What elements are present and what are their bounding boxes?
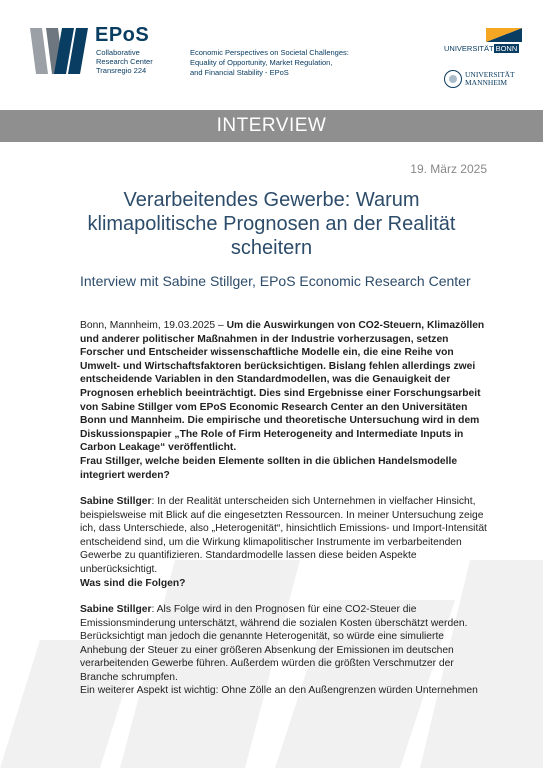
question-1: Frau Stillger, welche beiden Elemente sollten in die üblichen Handelsmodelle integriert werden?	[80, 456, 458, 481]
publication-date: 19. März 2025	[410, 162, 487, 176]
uni-mannheim-logo	[444, 70, 524, 90]
headline: Verarbeitendes Gewerbe: Warum klimapolitische Prognosen an der Realität scheitern	[87, 189, 456, 259]
uni-bonn-name: BONN	[495, 44, 518, 53]
speaker-name: Sabine Stillger	[80, 604, 152, 615]
uni-mannheim-wordmark	[465, 71, 515, 87]
uni-bonn-prefix: UNIVERSITÄT	[444, 44, 494, 53]
header-tagline	[190, 48, 349, 78]
logo-title: EPoS	[95, 24, 150, 46]
interview-banner	[0, 110, 543, 142]
answer-text: : Als Folge wird in den Prognosen für eine CO2-Steuer die Emissionsminderung unterschätzt, während die sozialen Kosten überschätzt werden. Berücksichtigt man jedoch die genannte Heterogenität, so würde eine simulierte Anhebung der Steuer zu einer größeren Absenkung der Emissionen im deutschen verarbeitenden Gewerbe führen. Außerdem würden die größten Verschmutzer der Branche schrumpfen.	[80, 604, 468, 683]
logo-sub-line: Research Center	[96, 57, 153, 66]
logo-sub-line: Collaborative	[96, 48, 140, 57]
tagline-line: and Financial Stability - EPoS	[190, 68, 289, 77]
document-header	[0, 0, 543, 108]
speaker-name: Sabine Stillger	[80, 496, 152, 507]
bonn-mark-icon	[486, 28, 522, 42]
subheadline: Interview mit Sabine Stillger, EPoS Economic Research Center	[80, 273, 471, 289]
intro-paragraph	[80, 319, 488, 455]
uni-bonn-logo	[444, 28, 522, 56]
intro-lead: Bonn, Mannheim, 19.03.2025 –	[80, 320, 227, 331]
mannheim-line: MANNHEIM	[465, 78, 508, 87]
question-2: Was sind die Folgen?	[80, 578, 186, 589]
uni-bonn-wordmark	[444, 44, 519, 53]
epos-logo-icon	[30, 22, 90, 80]
answer-2	[80, 603, 488, 685]
answer-1	[80, 495, 488, 577]
tagline-line: Economic Perspectives on Societal Challenges:	[190, 48, 349, 57]
tagline-line: Equality of Opportunity, Market Regulation,	[190, 58, 333, 67]
answer-text: : In der Realität unterscheiden sich Unternehmen in vielfacher Hinsicht, beispielsweise mit Blick auf die eingesetzten Ressourcen. In meiner Untersuchung zeige ich, dass Unterschiede, also „Heterogenität“, hinsichtlich Emissions- und Import-Intensität entscheidend sind, um die Wirkung klimapolitischer Instrumente im verbarbeitenden Gewerbe zu quantifizieren. Standardmodelle lassen diese beiden Aspekte unberücksichtigt.	[80, 496, 487, 575]
logo-subtitle	[96, 48, 153, 75]
logo-sub-line: Transregio 224	[96, 66, 147, 75]
mannheim-line: UNIVERSITÄT	[465, 70, 515, 79]
banner-label: INTERVIEW	[216, 115, 327, 136]
closing-paragraph: Ein weiterer Aspekt ist wichtig: Ohne Zölle an den Außengrenzen würden Unternehmen	[80, 685, 478, 696]
mannheim-seal-icon	[444, 70, 462, 88]
intro-bold: Um die Auswirkungen von CO2-Steuern, Klimazöllen und anderer politischer Maßnahmen in der Industrie vorherzusagen, setzen Forscher und Entscheider wissenschaftliche Modelle ein, die eine Reihe von Umwelt- und Wirtschaftsfaktoren berücksichtigen. Bislang fehlen allerdings zwei entscheidende Variablen in den Standardmodellen, was die Genauigkeit der Prognosen erheblich beeinträchtigt. Dies sind Ergebnisse einer Forschungsarbeit von Sabine Stillger vom EPoS Economic Research Center an den Universitäten Bonn und Mannheim. Die empirische und theoretische Untersuchung wird in dem Diskussionspapier „The Role of Firm Heterogeneity and Intermediate Inputs in Carbon Leakage“ veröffentlicht.	[80, 320, 485, 454]
